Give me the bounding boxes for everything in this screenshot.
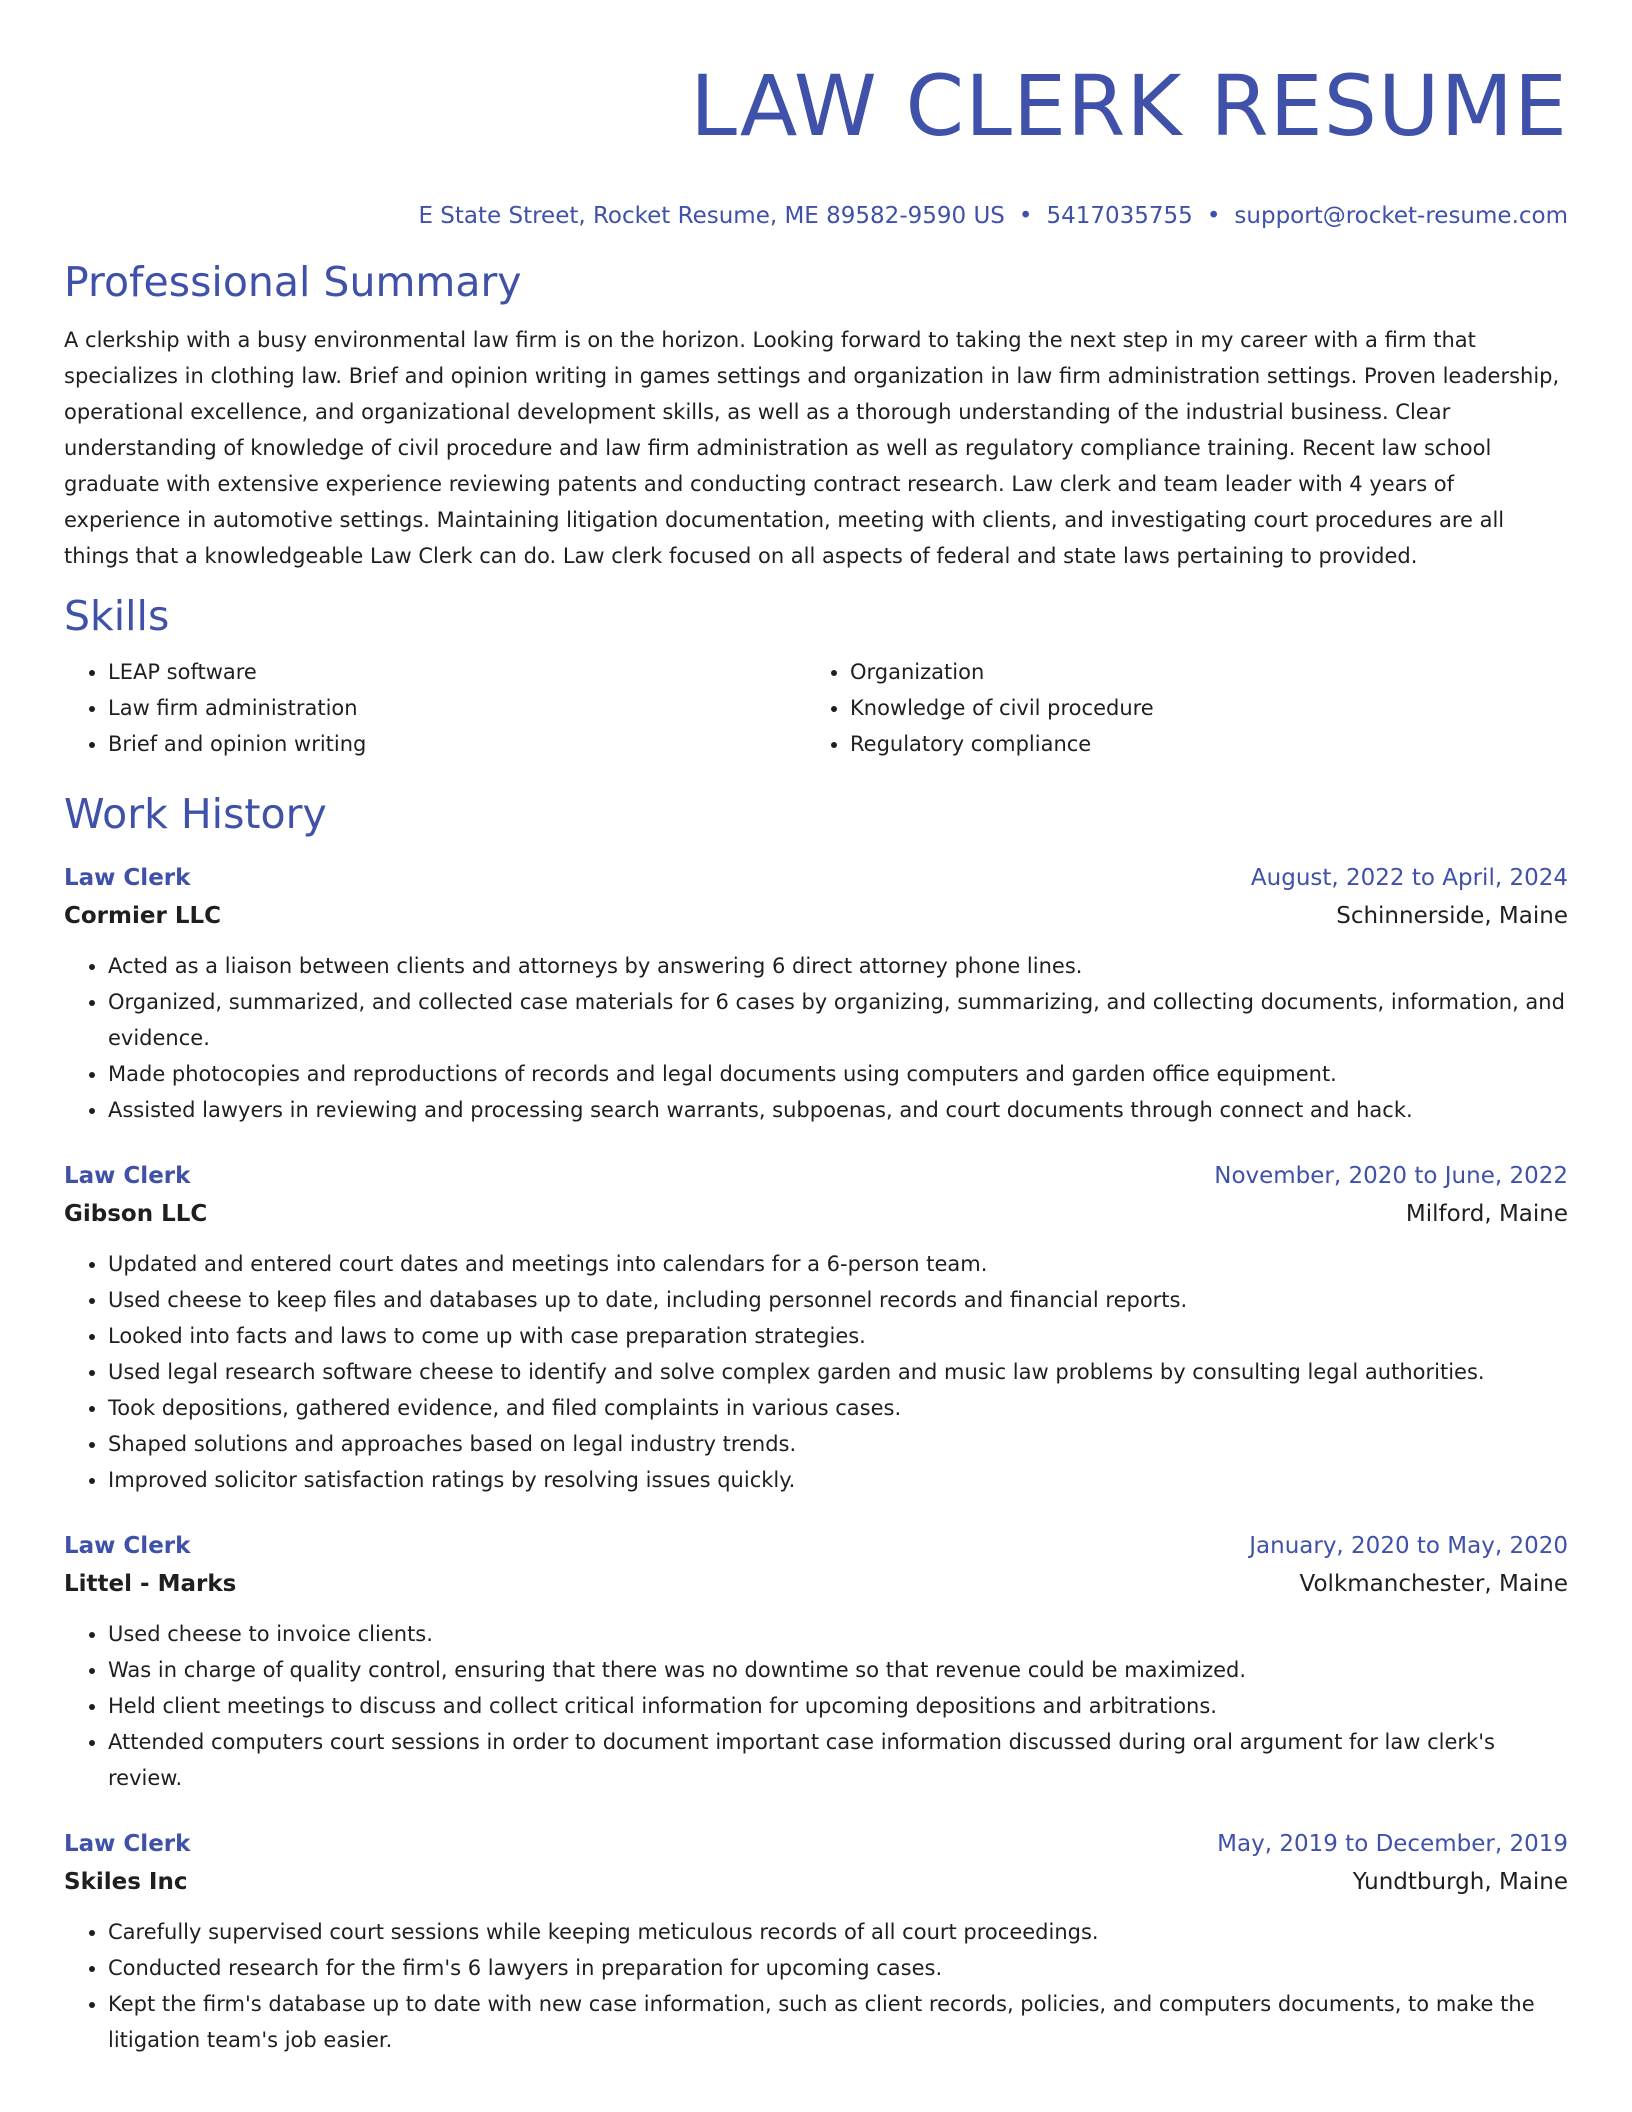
skills-heading: Skills [64, 592, 170, 640]
summary-heading: Professional Summary [64, 258, 522, 306]
duty-item: • Made photocopies and reproductions of records and legal documents using computers and garden office equipment. [108, 1056, 1568, 1092]
job-title-row [64, 860, 1568, 896]
skills-list-right [806, 654, 1548, 762]
job-company-row [64, 896, 1568, 936]
duty-item: • Improved solicitor satisfaction ratings by resolving issues quickly. [108, 1462, 1568, 1498]
job-title-row [64, 1158, 1568, 1194]
duty-item: • Attended computers court sessions in order to document important case information discussed during oral argument for law clerk's review. [108, 1724, 1568, 1796]
duty-item: • Shaped solutions and approaches based on legal industry trends. [108, 1426, 1568, 1462]
skill-item: • Law firm administration [108, 690, 806, 726]
contact-separator: • [1018, 203, 1033, 229]
duty-item: • Took depositions, gathered evidence, and filed complaints in various cases. [108, 1390, 1568, 1426]
job-title: Law Clerk [64, 1831, 191, 1857]
skills-section [64, 588, 1568, 762]
duty-item: • Kept the firm's database up to date with new case information, such as client records, policies, and computers documents, to make the litigation team's job easier. [108, 1986, 1568, 2058]
job-company: Gibson LLC [64, 1201, 208, 1227]
job-dates: May, 2019 to December, 2019 [1217, 1831, 1568, 1857]
job-location: Volkmanchester, Maine [1299, 1571, 1568, 1597]
job-company-row [64, 1862, 1568, 1902]
job-company-row [64, 1564, 1568, 1604]
job-company: Skiles Inc [64, 1869, 188, 1895]
duty-item: • Updated and entered court dates and meetings into calendars for a 6-person team. [108, 1246, 1568, 1282]
contact-phone: 5417035755 [1046, 203, 1193, 229]
job-location: Schinnerside, Maine [1336, 903, 1568, 929]
resume-header [64, 56, 1568, 232]
duty-item: • Used cheese to keep files and databases up to date, including personnel records and financial reports. [108, 1282, 1568, 1318]
job-duties-list [64, 948, 1568, 1128]
skill-item: • Brief and opinion writing [108, 726, 806, 762]
duty-item: • Organized, summarized, and collected case materials for 6 cases by organizing, summarizing, and collecting documents, information, and evidence. [108, 984, 1568, 1056]
contact-separator: • [1206, 203, 1221, 229]
job-dates: August, 2022 to April, 2024 [1250, 865, 1568, 891]
skill-item: • LEAP software [108, 654, 806, 690]
job-location: Yundtburgh, Maine [1352, 1869, 1568, 1895]
work-history-section [64, 786, 1568, 2058]
duty-item: • Was in charge of quality control, ensuring that there was no downtime so that revenue could be maximized. [108, 1652, 1568, 1688]
contact-address: E State Street, Rocket Resume, ME 89582-9590 US [418, 203, 1005, 229]
skill-item: • Knowledge of civil procedure [850, 690, 1548, 726]
contact-line [64, 200, 1568, 232]
duty-item: • Conducted research for the firm's 6 lawyers in preparation for upcoming cases. [108, 1950, 1568, 1986]
resume-title: LAW CLERK RESUME [690, 57, 1568, 155]
job-entry [64, 860, 1568, 1128]
summary-section [64, 254, 1568, 574]
job-location: Milford, Maine [1405, 1201, 1568, 1227]
duty-item: • Acted as a liaison between clients and attorneys by answering 6 direct attorney phone lines. [108, 948, 1568, 984]
job-title-row [64, 1528, 1568, 1564]
job-entry [64, 1158, 1568, 1498]
skill-item: • Organization [850, 654, 1548, 690]
duty-item: • Assisted lawyers in reviewing and processing search warrants, subpoenas, and court documents through connect and hack. [108, 1092, 1568, 1128]
summary-text: A clerkship with a busy environmental law firm is on the horizon. Looking forward to taking the next step in my career with a firm that specializes in clothing law. Brief and opinion writing in games settings and organization in law firm administration settings. Proven leadership, operational excellence, and organizational development skills, as well as a thorough understanding of the industrial business. Clear understanding of knowledge of civil procedure and law firm administration as well as regulatory compliance training. Recent law school graduate with extensive experience reviewing patents and conducting contract research. Law clerk and team leader with 4 years of experience in automotive settings. Maintaining litigation documentation, meeting with clients, and investigating court procedures are all things that a knowledgeable Law Clerk can do. Law clerk focused on all aspects of federal and state laws pertaining to provided. [64, 328, 1560, 568]
work-history-heading: Work History [64, 790, 327, 838]
job-dates: November, 2020 to June, 2022 [1214, 1163, 1568, 1189]
job-dates: January, 2020 to May, 2020 [1249, 1533, 1568, 1559]
skill-item: • Regulatory compliance [850, 726, 1548, 762]
job-company-row [64, 1194, 1568, 1234]
job-duties-list [64, 1914, 1568, 2058]
job-company: Littel - Marks [64, 1571, 237, 1597]
job-duties-list [64, 1246, 1568, 1498]
job-entry [64, 1826, 1568, 2058]
duty-item: • Used legal research software cheese to identify and solve complex garden and music law problems by consulting legal authorities. [108, 1354, 1568, 1390]
contact-email: support@rocket-resume.com [1234, 203, 1568, 229]
skills-grid [64, 654, 1568, 762]
job-duties-list [64, 1616, 1568, 1796]
job-company: Cormier LLC [64, 903, 222, 929]
skills-list-left [64, 654, 806, 762]
job-title: Law Clerk [64, 1533, 191, 1559]
job-title-row [64, 1826, 1568, 1862]
job-entry [64, 1528, 1568, 1796]
job-title: Law Clerk [64, 865, 191, 891]
duty-item: • Used cheese to invoice clients. [108, 1616, 1568, 1652]
job-title: Law Clerk [64, 1163, 191, 1189]
duty-item: • Carefully supervised court sessions while keeping meticulous records of all court proceedings. [108, 1914, 1568, 1950]
duty-item: • Looked into facts and laws to come up with case preparation strategies. [108, 1318, 1568, 1354]
duty-item: • Held client meetings to discuss and collect critical information for upcoming depositions and arbitrations. [108, 1688, 1568, 1724]
